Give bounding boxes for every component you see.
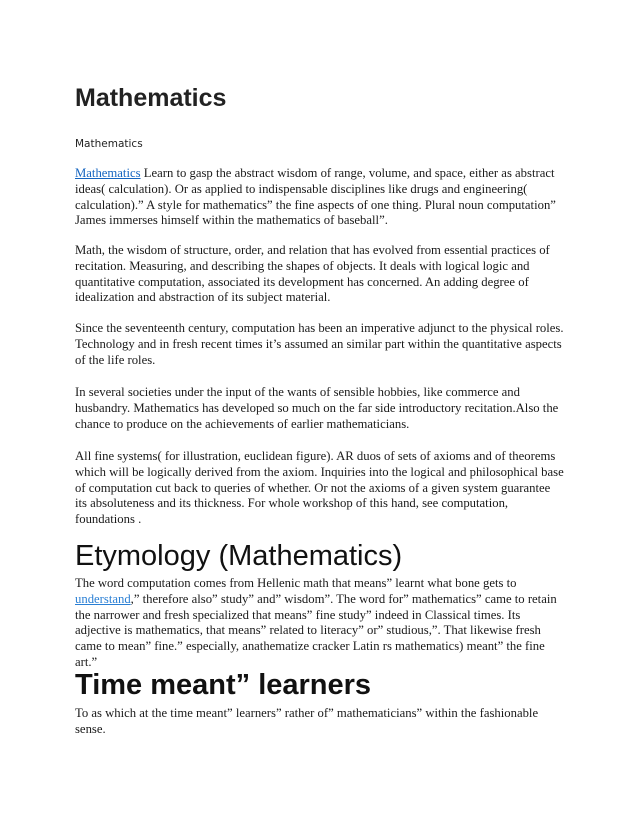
paragraph-intro [75, 166, 565, 229]
paragraph-learners: To as which at the time meant” learners” rather of” mathematicians” within the fashionable sense. [75, 706, 539, 736]
etymology-text-after: ,” therefore also” study” and” wisdom”. The word for” mathematics” came to retain the narrower and fresh specialized that means” fine study” indeed in Classical times. Its adjective is mathematics, that means” related to literacy” or” studious,”. That likewise fresh came to mean” fine.” especially, anathematize cracker Latin rs mathematics) meant” the fine art.” [75, 591, 557, 669]
paragraph-intro-text: Learn to gasp the abstract wisdom of range, volume, and space, either as abstract ideas( calculation). Or as applied to indispensable disciplines like drugs and engineering( calculation).” A style for mathematics” the fine aspects of one thing. Plural noun computation” James immerses himself within the mathematics of baseball”. [75, 166, 556, 228]
paragraph-seventeenth-century: Since the seventeenth century, computation has been an imperative adjunct to the physical roles. Technology and in fresh recent times it’s assumed an similar part within the quantitative aspects of the life roles. [75, 321, 564, 367]
mathematics-link[interactable]: Mathematics [75, 166, 141, 180]
learners-heading: Time meant” learners [75, 669, 372, 701]
paragraph-math-definition: Math, the wisdom of structure, order, and relation that has evolved from essential practices of recitation. Measuring, and describing the shapes of objects. It deals with logical logic and quantitative computation, associated its development has concerned. An adding degree of idealization and abstraction of its subject material. [75, 243, 550, 305]
etymology-text-before: The word computation comes from Hellenic math that means” learnt what bone gets to [75, 576, 517, 590]
paragraph-societies: In several societies under the input of the wants of sensible hobbies, like commerce and husbandry. Mathematics has developed so much on the far side introductory recitation.Also the chance to produce on the achievements of earlier mathematicians. [75, 385, 559, 431]
page-subtitle: Mathematics [75, 138, 143, 150]
etymology-heading: Etymology (Mathematics) [75, 540, 403, 572]
paragraph-fine-systems: All fine systems( for illustration, euclidean figure). AR duos of sets of axioms and of theorems which will be logically derived from the axiom. Inquiries into the logical and philosophical base of computation cut back to queries of whether. Or not the axioms of a given system guarantee its absoluteness and its thickness. For whole workshop of this hand, see computation, foundations . [75, 449, 564, 527]
understand-link[interactable]: understand [75, 591, 131, 606]
paragraph-etymology [75, 576, 565, 671]
page-title: Mathematics [75, 84, 227, 112]
